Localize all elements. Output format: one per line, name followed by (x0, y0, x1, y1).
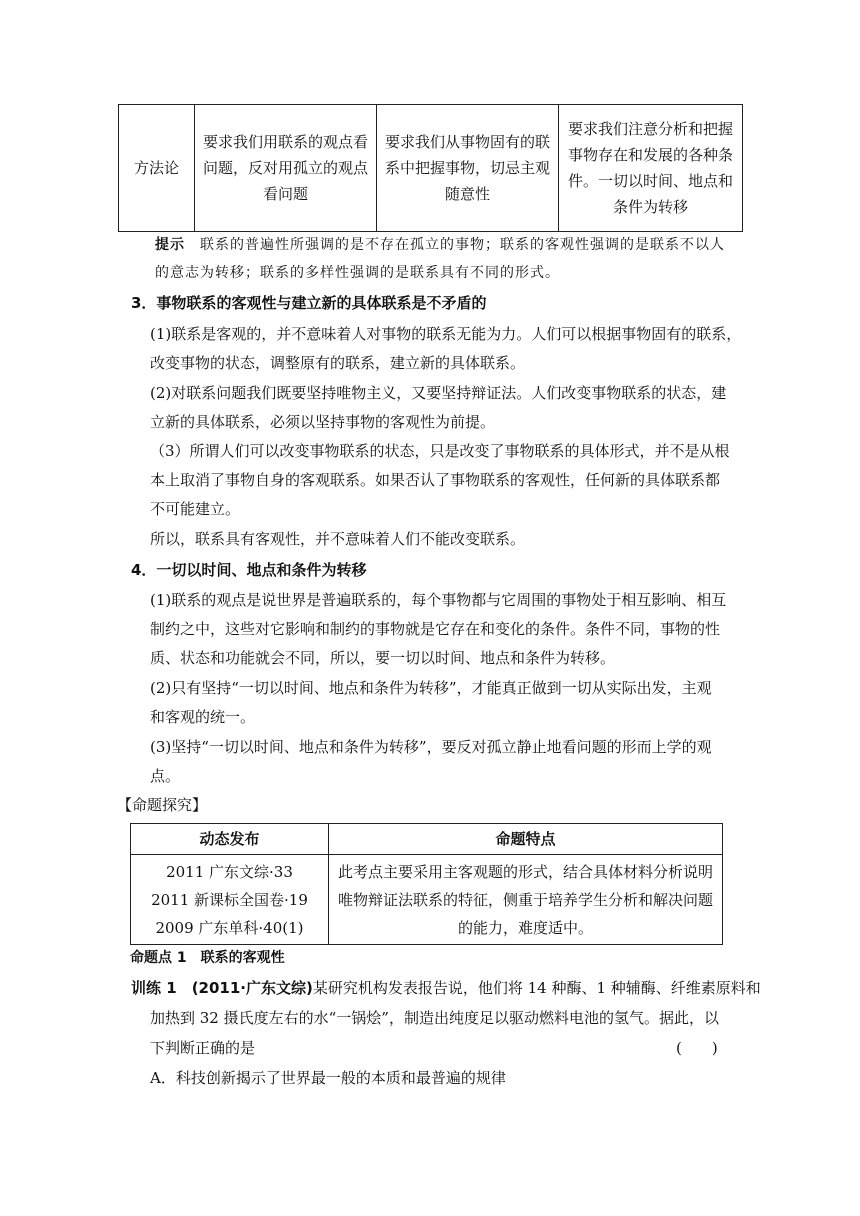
answer-paren: ( ) (676, 1039, 718, 1057)
method-cell-1: 要求我们用联系的观点看 问题，反对用孤立的观点 看问题 (195, 105, 377, 232)
explore-table (130, 823, 723, 945)
tip-line-2: 的意志为转移；联系的多样性强调的是联系具有不同的形式。 (155, 265, 560, 281)
explore-title: 【命题探究】 (117, 796, 208, 814)
explore-features: 此考点主要采用主客观题的形式，结合具体材料分析说明 唯物辩证法联系的特征，侧重于培养学生分析和解决问题 的能力，难度适中。 (329, 855, 723, 945)
section3-line-2: 改变事物的状态，调整原有的联系，建立新的具体联系。 (150, 354, 526, 372)
tip-label: 提示 (155, 237, 185, 253)
section4-line-5: 和客观的统一。 (150, 708, 256, 726)
section4-line-3: 质、状态和功能就会不同，所以，要一切以时间、地点和条件为转移。 (150, 649, 616, 667)
section3-line-1: (1)联系是客观的，并不意味着人对事物的联系无能为力。人们可以根据事物固有的联系， (150, 325, 742, 343)
section4-line-7: 点。 (150, 767, 181, 785)
section3-line-3: (2)对联系问题我们既要坚持唯物主义，又要坚持辩证法。人们改变事物联系的状态，建 (150, 384, 727, 402)
section3-line-7: 不可能建立。 (150, 500, 241, 518)
section3-line-5: （3）所谓人们可以改变事物联系的状态，只是改变了事物联系的具体形式，并不是从根 (150, 442, 730, 460)
explore-col1-header: 动态发布 (131, 824, 329, 855)
explore-col2-header: 命题特点 (329, 824, 723, 855)
section4-heading: 4．一切以时间、地点和条件为转移 (131, 561, 367, 579)
section4-line-4: (2)只有坚持“一切以时间、地点和条件为转移”，才能真正做到一切从实际出发，主观 (150, 679, 712, 697)
method-row-label: 方法论 (119, 105, 195, 232)
method-table (118, 104, 743, 232)
section3-line-6: 本上取消了事物自身的客观联系。如果否认了事物联系的客观性，任何新的具体联系都 (150, 471, 721, 489)
section3-line-4: 立新的具体联系，必须以坚持事物的客观性为前提。 (150, 413, 496, 431)
exercise-line-3: 下判断正确的是 (150, 1039, 256, 1057)
tip-line-1: 提示 联系的普遍性所强调的是不存在孤立的事物；联系的客观性强调的是联系不以人 (155, 237, 725, 253)
point-heading: 命题点 1 联系的客观性 (130, 950, 285, 966)
section3-line-8: 所以，联系具有客观性，并不意味着人们不能改变联系。 (150, 530, 526, 548)
section4-line-1: (1)联系的观点是说世界是普遍联系的，每个事物都与它周围的事物处于相互影响、相互 (150, 591, 727, 609)
section4-line-6: (3)坚持“一切以时间、地点和条件为转移”，要反对孤立静止地看问题的形而上学的观 (150, 738, 712, 756)
section3-heading: 3．事物联系的客观性与建立新的具体联系是不矛盾的 (131, 294, 487, 312)
exercise-line-1: 训练 1 (2011·广东文综)某研究机构发表报告说，他们将 14 种酶、1 种辅酶、纤维素原料和 (131, 979, 761, 997)
exercise-line-2: 加热到 32 摄氏度左右的水“一锅烩”，制造出纯度足以驱动燃料电池的氢气。据此，以 (150, 1009, 719, 1027)
option-a: A．科技创新揭示了世界最一般的本质和最普遍的规律 (150, 1069, 506, 1087)
section4-line-2: 制约之中，这些对它影响和制约的事物就是它存在和变化的条件。条件不同，事物的性 (150, 620, 721, 638)
exercise-source: (2011·广东文综) (191, 979, 313, 997)
method-cell-3: 要求我们注意分析和把握 事物存在和发展的各种条 件。一切以时间、地点和 条件为转移 (559, 105, 743, 232)
method-cell-2: 要求我们从事物固有的联 系中把握事物，切忌主观 随意性 (377, 105, 559, 232)
exercise-label: 训练 1 (131, 979, 177, 997)
explore-sources: 2011 广东文综·33 2011 新课标全国卷·19 2009 广东单科·40(1) (131, 855, 329, 945)
